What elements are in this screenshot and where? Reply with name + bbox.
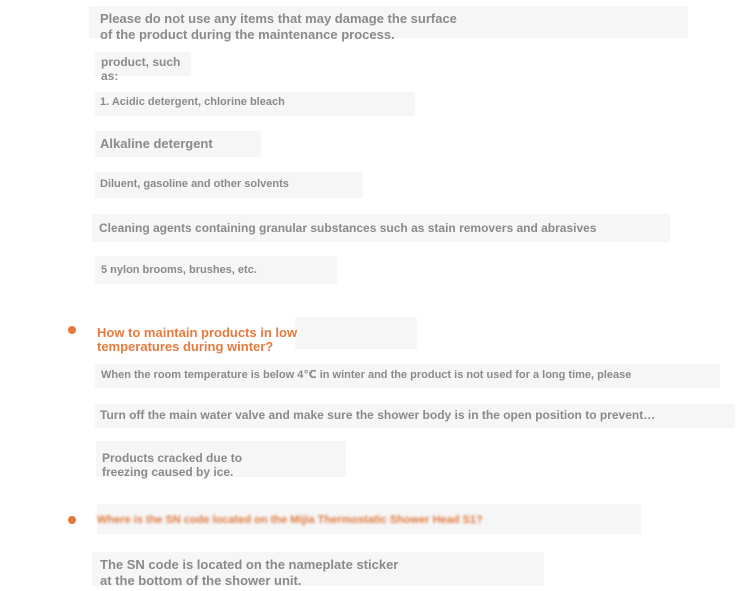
winter-line-room-temperature: When the room temperature is below 4℃ in winter and the product is not used for a long time, please xyxy=(95,364,720,388)
list-item-acidic-detergent: 1. Acidic detergent, chlorine bleach xyxy=(95,92,415,116)
list-item-nylon-brooms: 5 nylon brooms, brushes, etc. xyxy=(95,256,337,284)
winter-section-heading: How to maintain products in low temperatures during winter? xyxy=(97,325,298,354)
sn-answer-text: The SN code is located on the nameplate sticker at the bottom of the shower unit. xyxy=(92,552,544,586)
product-such-as-text: product, such as: xyxy=(95,52,191,76)
intro-paragraph: Please do not use any items that may damage the surface of the product during the maintenance process. xyxy=(89,6,688,38)
bullet-dot-icon xyxy=(68,326,76,334)
sn-section-heading: Where is the SN code located on the Mijia Thermostatic Shower Head S1? xyxy=(97,514,483,526)
list-item-alkaline-detergent: Alkaline detergent xyxy=(95,131,261,157)
winter-heading-backdrop xyxy=(295,317,417,349)
list-item-diluent: Diluent, gasoline and other solvents xyxy=(95,172,363,198)
winter-line-products-cracked: Products cracked due to freezing caused by ice. xyxy=(96,441,346,477)
bullet-dot-icon xyxy=(68,516,76,524)
winter-line-turn-off-valve: Turn off the main water valve and make sure the shower body is in the open position to prevent… xyxy=(95,404,735,428)
list-item-cleaning-agents: Cleaning agents containing granular substances such as stain removers and abrasives xyxy=(92,214,670,242)
